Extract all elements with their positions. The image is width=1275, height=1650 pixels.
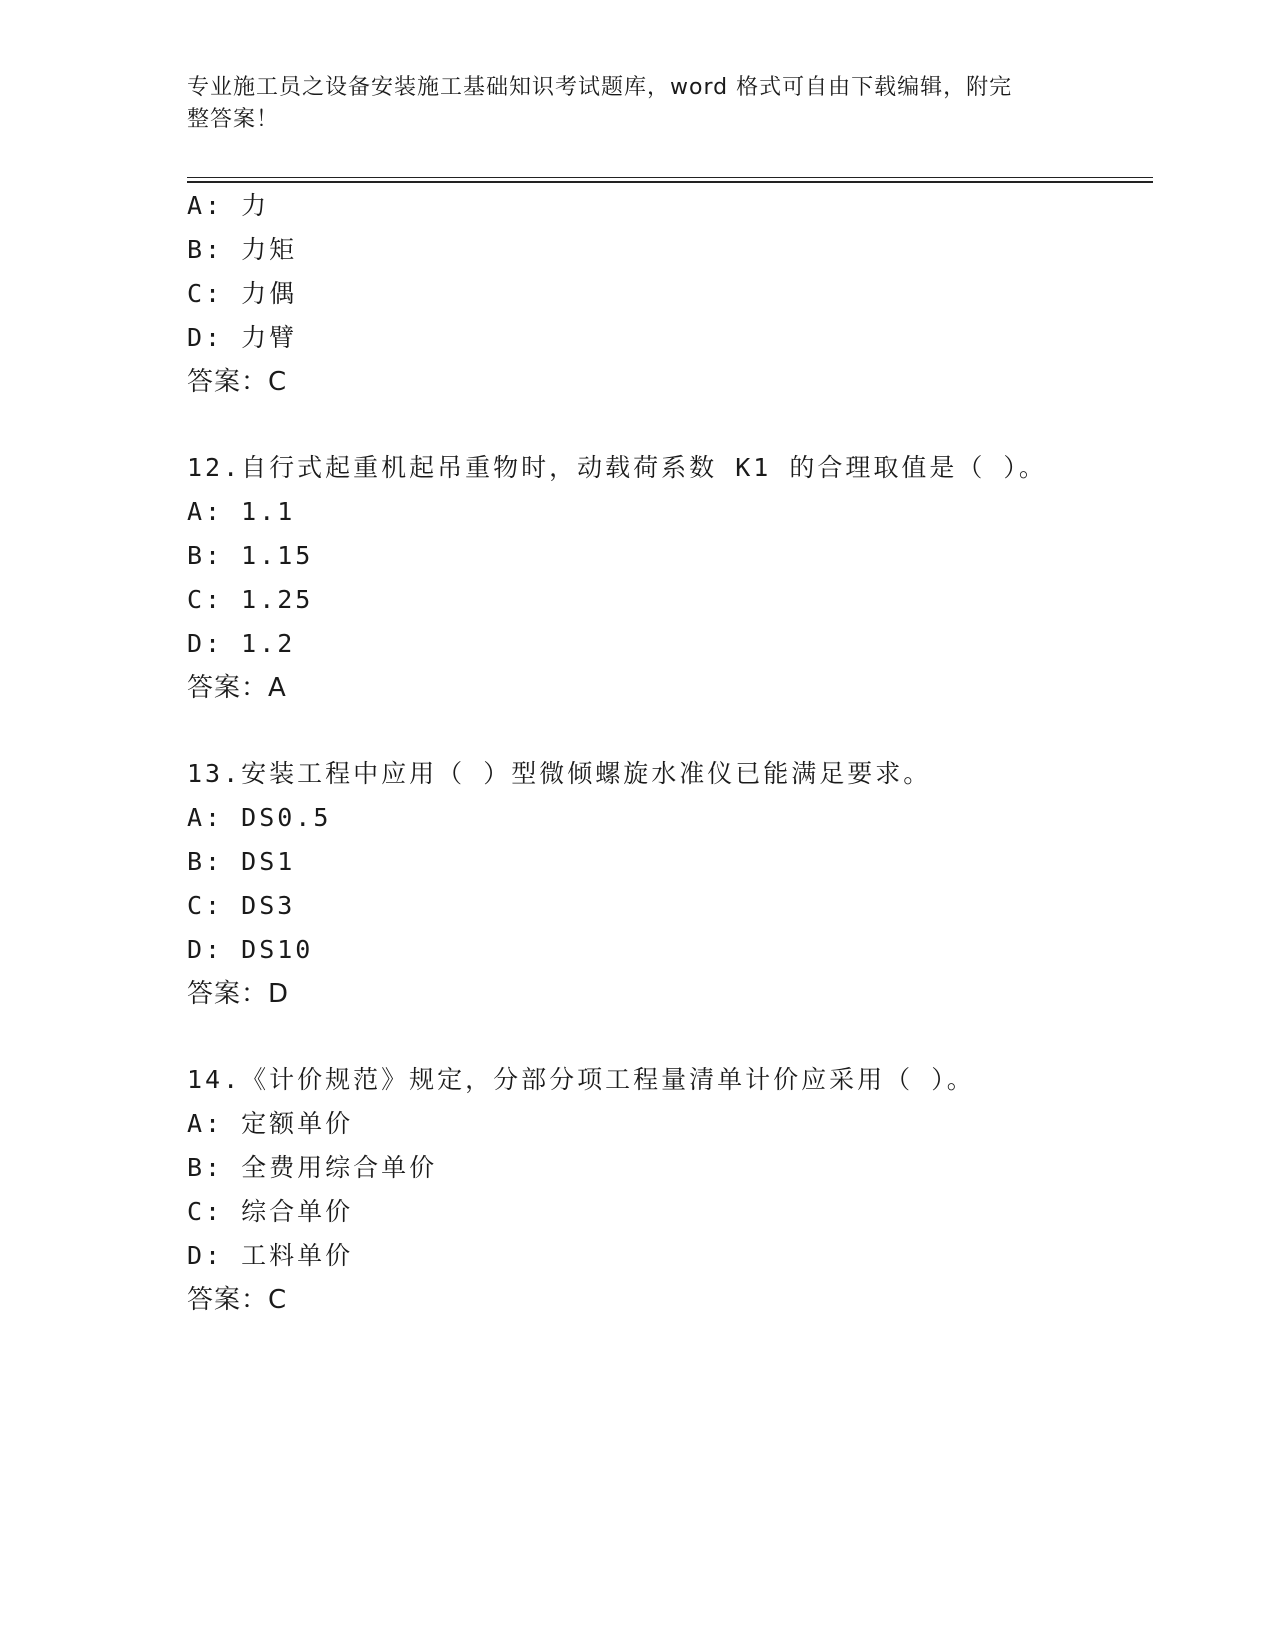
q13-option-a: A: DS0.5 <box>187 803 332 832</box>
q12-option-d: D: 1.2 <box>187 629 296 658</box>
q14-option-b: B: 全费用综合单价 <box>187 1153 438 1182</box>
q13-option-b: B: DS1 <box>187 847 296 876</box>
q13-option-c: C: DS3 <box>187 891 296 920</box>
q14-option-d: D: 工料单价 <box>187 1241 354 1270</box>
q12-option-a: A: 1.1 <box>187 497 296 526</box>
header-divider-thin <box>187 177 1153 178</box>
q13-answer: 答案：D <box>187 979 290 1009</box>
q12-option-b: B: 1.15 <box>187 541 314 570</box>
q11-option-b: B: 力矩 <box>187 235 298 264</box>
q14-option-a: A: 定额单价 <box>187 1109 354 1138</box>
q11-answer: 答案：C <box>187 367 288 397</box>
q13-question: 13.安装工程中应用（ ）型微倾螺旋水准仪已能满足要求。 <box>187 759 932 788</box>
header-line-2: 整答案！ <box>187 107 280 132</box>
q12-answer: 答案：A <box>187 673 287 703</box>
q11-option-c: C: 力偶 <box>187 279 298 308</box>
document-header <box>187 72 1067 136</box>
header-divider-thick <box>187 181 1153 183</box>
q14-question: 14.《计价规范》规定，分部分项工程量清单计价应采用（ ）。 <box>187 1065 975 1094</box>
q12-question: 12.自行式起重机起吊重物时，动载荷系数 K1 的合理取值是（ ）。 <box>187 453 1047 482</box>
q11-option-a: A: 力 <box>187 191 270 220</box>
q14-answer: 答案：C <box>187 1285 288 1315</box>
q11-option-d: D: 力臂 <box>187 323 298 352</box>
q14-option-c: C: 综合单价 <box>187 1197 354 1226</box>
q12-option-c: C: 1.25 <box>187 585 314 614</box>
q13-option-d: D: DS10 <box>187 935 314 964</box>
header-line-1: 专业施工员之设备安装施工基础知识考试题库，word 格式可自由下载编辑，附完 <box>187 75 1013 100</box>
